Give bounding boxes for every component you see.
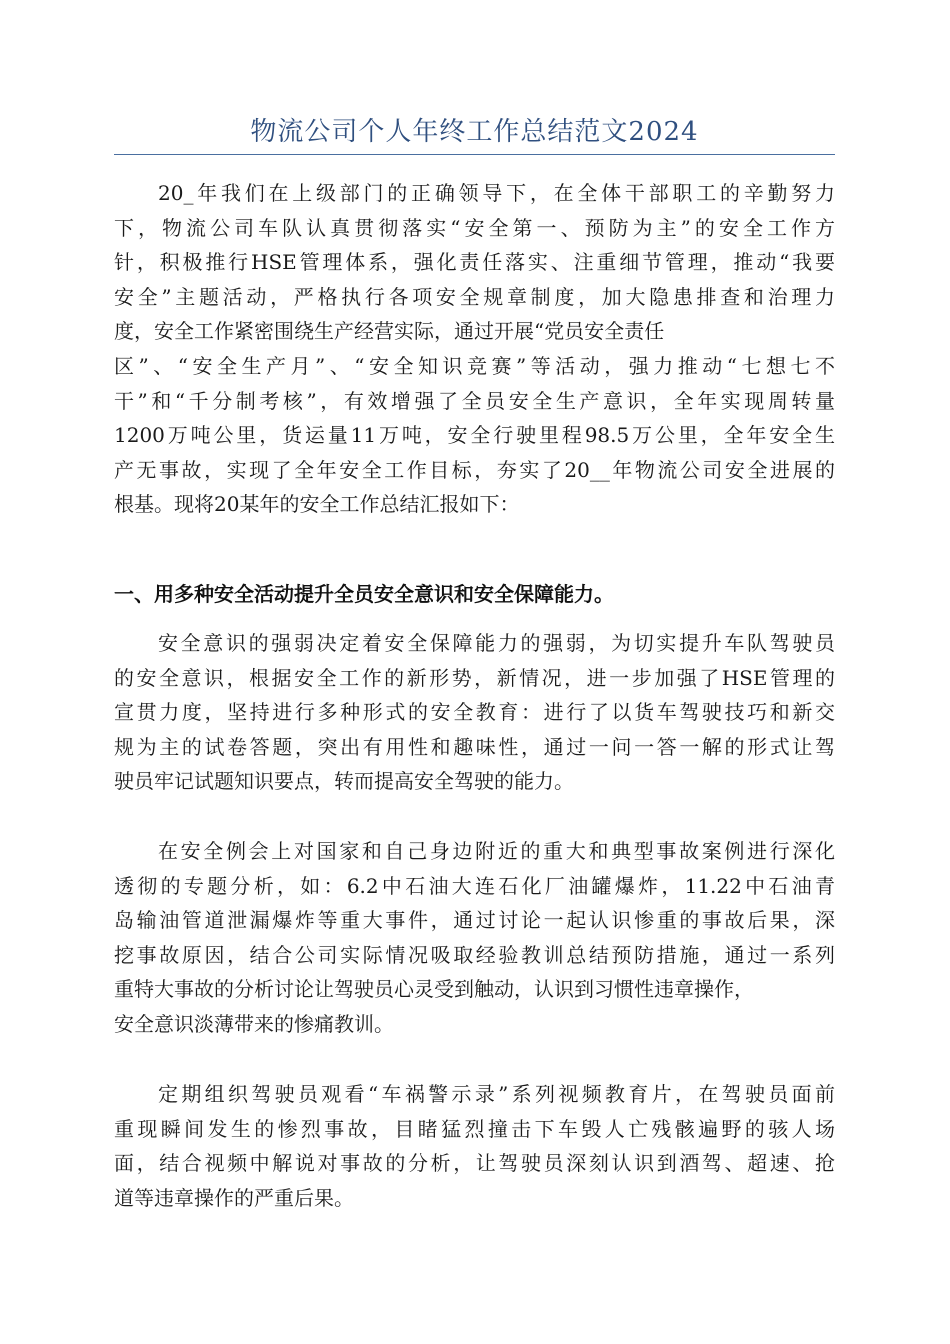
paragraph-line: 面，结合视频中解说对事故的分析，让驾驶员深刻认识到酒驾、超速、抢 <box>114 1151 835 1176</box>
paragraph-line: 区”、“安全生产月”、“安全知识竞赛”等活动，强力推动“七想七不 <box>114 353 835 378</box>
paragraph-line: 的安全意识，根据安全工作的新形势，新情况，进一步加强了HSE管理的 <box>114 665 835 690</box>
paragraph-line: 根基。现将20某年的安全工作总结汇报如下： <box>114 492 520 517</box>
paragraph-line: 安全意识淡薄带来的惨痛教训。 <box>114 1011 394 1036</box>
title-underline <box>114 154 835 155</box>
paragraph-safety-awareness <box>114 626 835 799</box>
paragraph-line: 干”和“千分制考核”，有效增强了全员安全生产意识，全年实现周转量 <box>114 388 835 413</box>
paragraph-line: 定期组织驾驶员观看“车祸警示录”系列视频教育片，在驾驶员面前 <box>158 1082 835 1106</box>
document-title: 物流公司个人年终工作总结范文2024 <box>250 117 699 147</box>
paragraph-intro <box>114 176 835 522</box>
paragraph-line: 针，积极推行HSE管理体系，强化责任落实、注重细节管理，推动“我要 <box>114 250 835 275</box>
paragraph-line: 挖事故原因，结合公司实际情况吸取经验教训总结预防措施，通过一系列 <box>114 942 835 967</box>
paragraph-line: 重现瞬间发生的惨烈事故，目睹猛烈撞击下车毁人亡残骸遍野的骇人场 <box>114 1116 835 1141</box>
paragraph-line: 透彻的专题分析，如：6.2中石油大连石化厂油罐爆炸，11.22中石油青 <box>114 873 835 898</box>
paragraph-line: 安全意识的强弱决定着安全保障能力的强弱，为切实提升车队驾驶员 <box>158 631 835 655</box>
paragraph-line: 度，安全工作紧密围绕生产经营实际，通过开展“党员安全责任 <box>114 319 665 344</box>
paragraph-line: 产无事故，实现了全年安全工作目标，夯实了20__年物流公司安全进展的 <box>114 457 835 482</box>
paragraph-line: 在安全例会上对国家和自己身边附近的重大和典型事故案例进行深化 <box>158 839 835 863</box>
section-heading: 一、用多种安全活动提升全员安全意识和安全保障能力。 <box>114 582 614 606</box>
paragraph-line: 规为主的试卷答题，突出有用性和趣味性，通过一问一答一解的形式让驾 <box>114 734 835 759</box>
paragraph-line: 道等违章操作的严重后果。 <box>114 1185 354 1210</box>
paragraph-accident-analysis <box>114 834 835 1042</box>
paragraph-video-education <box>114 1077 835 1215</box>
paragraph-line: 20_年我们在上级部门的正确领导下，在全体干部职工的辛勤努力 <box>158 181 835 205</box>
paragraph-line: 安全”主题活动，严格执行各项安全规章制度，加大隐患排查和治理力 <box>114 284 835 309</box>
paragraph-line: 岛输油管道泄漏爆炸等重大事件，通过讨论一起认识惨重的事故后果，深 <box>114 908 835 933</box>
paragraph-line: 宣贯力度，坚持进行多种形式的安全教育：进行了以货车驾驶技巧和新交 <box>114 700 835 725</box>
paragraph-line: 重特大事故的分析讨论让驾驶员心灵受到触动，认识到习惯性违章操作， <box>114 977 754 1002</box>
paragraph-line: 驶员牢记试题知识要点，转而提高安全驾驶的能力。 <box>114 769 574 794</box>
paragraph-line: 下，物流公司车队认真贯彻落实“安全第一、预防为主”的安全工作方 <box>114 215 835 240</box>
paragraph-line: 1200万吨公里，货运量11万吨，安全行驶里程98.5万公里，全年安全生 <box>114 423 835 448</box>
